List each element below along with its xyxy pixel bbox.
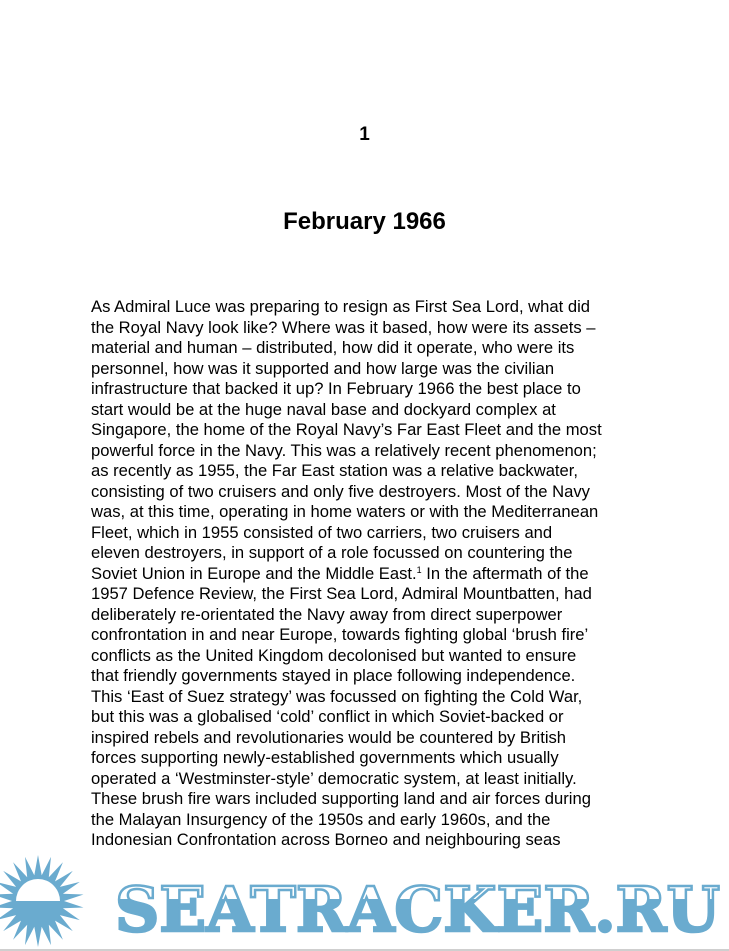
- text-line: This ‘East of Suez strategy’ was focussed on fighting the Cold War,: [91, 686, 583, 706]
- text-line: as recently as 1955, the Far East station was a relative backwater,: [91, 461, 578, 480]
- text-line: As Admiral Luce was preparing to resign as First Sea Lord, what did: [91, 297, 590, 316]
- text-line: material and human – distributed, how did it operate, who were its: [91, 338, 575, 357]
- text-line: These brush fire wars included supporting land and air forces during: [91, 789, 591, 808]
- text-line: personnel, how was it supported and how large was the civilian: [91, 358, 555, 378]
- text-segment: Soviet Union in Europe and the Middle East.: [91, 563, 417, 583]
- text-line: forces supporting newly-established governments which usually: [91, 748, 559, 767]
- text-line: inspired rebels and revolutionaries would be countered by British: [91, 727, 567, 747]
- text-line: that friendly governments stayed in place following independence.: [91, 666, 576, 685]
- text-line: was, at this time, operating in home waters or with the Mediterranean: [91, 502, 599, 521]
- text-line: the Royal Navy look like? Where was it based, how were its assets –: [91, 317, 596, 337]
- text-line: but this was a globalised ‘cold’ conflict in which Soviet-backed or: [91, 707, 564, 726]
- chapter-title: February 1966: [283, 208, 446, 235]
- text-line: powerful force in the Navy. This was a relatively recent phenomenon;: [91, 440, 597, 460]
- text-segment: In the aftermath of the: [421, 563, 589, 583]
- text-line: [91, 564, 651, 585]
- text-line: deliberately re-orientated the Navy away from direct superpower: [91, 604, 563, 624]
- watermark-text: SEATRACKER.RU: [115, 873, 720, 946]
- text-line: consisting of two cruisers and only five destroyers. Most of the Navy: [91, 481, 590, 501]
- chapter-number: 1: [359, 124, 370, 145]
- text-line: the Malayan Insurgency of the 1950s and early 1960s, and the: [91, 809, 551, 829]
- body-paragraph: [91, 297, 651, 851]
- sun-icon: [0, 855, 84, 947]
- text-line: infrastructure that backed it up? In February 1966 the best place to: [91, 379, 581, 398]
- text-line: confrontation in and near Europe, towards fighting global ‘brush fire’: [91, 625, 589, 644]
- watermark-logo: [0, 843, 729, 951]
- text-line: 1957 Defence Review, the First Sea Lord, Admiral Mountbatten, had: [91, 584, 592, 603]
- text-line: eleven destroyers, in support of a role focussed on countering the: [91, 543, 573, 562]
- text-line: Singapore, the home of the Royal Navy’s Far East Fleet and the most: [91, 420, 602, 439]
- text-line: conflicts as the United Kingdom decolonised but wanted to ensure: [91, 645, 577, 665]
- text-line: Fleet, which in 1955 consisted of two carriers, two cruisers and: [91, 522, 553, 542]
- footnote-reference[interactable]: 1: [416, 564, 422, 575]
- text-line: start would be at the huge naval base and dockyard complex at: [91, 399, 556, 419]
- text-line: Indonesian Confrontation across Borneo and neighbouring seas: [91, 830, 561, 849]
- text-line: operated a ‘Westminster-style’ democratic system, at least initially.: [91, 768, 577, 788]
